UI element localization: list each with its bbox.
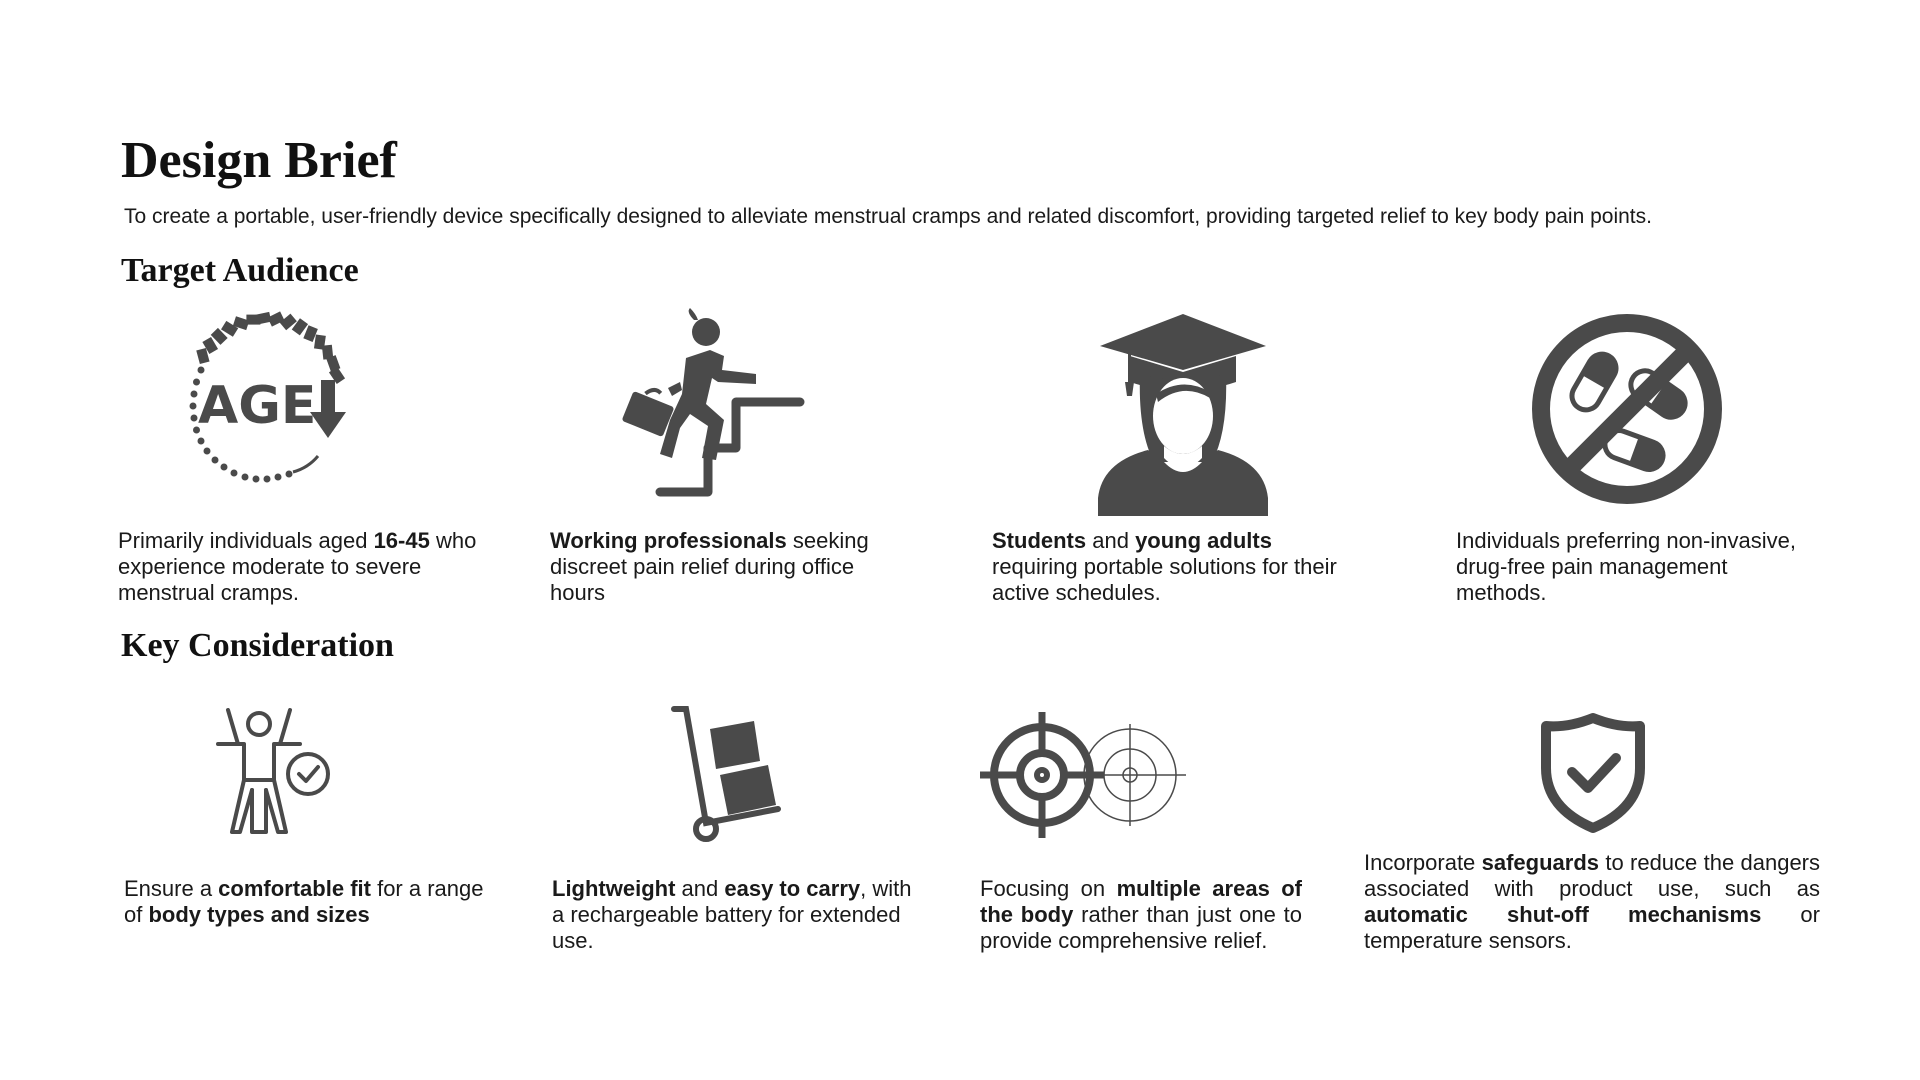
consideration-multi-area-description: Focusing on multiple areas of the body rather than just one to provide comprehensive relief. — [980, 876, 1303, 953]
consideration-portability-description: Lightweight and easy to carry, with a rechargeable battery for extended use. — [552, 876, 912, 953]
consideration-safety-description: Incorporate safeguards to reduce the dangers associated with product use, such as automatic shut-off mechanisms or temperature sensors. — [1364, 850, 1821, 953]
professional-climbing-stairs-icon — [620, 308, 805, 498]
age-icon-text: AGE — [198, 376, 317, 436]
no-pills-icon — [1530, 312, 1725, 507]
audience-professionals-description: Working professionals seeking discreet pain relief during office hours — [550, 528, 869, 605]
audience-drug-free-description: Individuals preferring non-invasive, drug-free pain management methods. — [1456, 528, 1796, 605]
audience-students-description: Students and young adults requiring portable solutions for their active schedules. — [992, 528, 1337, 605]
page-title: Design Brief — [121, 132, 397, 189]
design-brief-statement: To create a portable, user-friendly device specifically designed to alleviate menstrual cramps and related discomfort, providing targeted relief to key body pain points. — [124, 205, 1652, 228]
target-crosshairs-icon — [980, 710, 1190, 840]
shield-check-icon — [1540, 712, 1646, 834]
hand-truck-boxes-icon — [670, 705, 785, 843]
key-consideration-heading: Key Consideration — [121, 627, 394, 664]
age-icon — [168, 308, 368, 493]
consideration-fit-description: Ensure a comfortable fit for a range of body types and sizes — [124, 876, 484, 927]
graduate-student-icon — [1098, 312, 1268, 516]
body-fit-check-icon — [214, 708, 338, 838]
target-audience-heading: Target Audience — [121, 252, 359, 289]
audience-age-description: Primarily individuals aged 16-45 who experience moderate to severe menstrual cramps. — [118, 528, 477, 605]
